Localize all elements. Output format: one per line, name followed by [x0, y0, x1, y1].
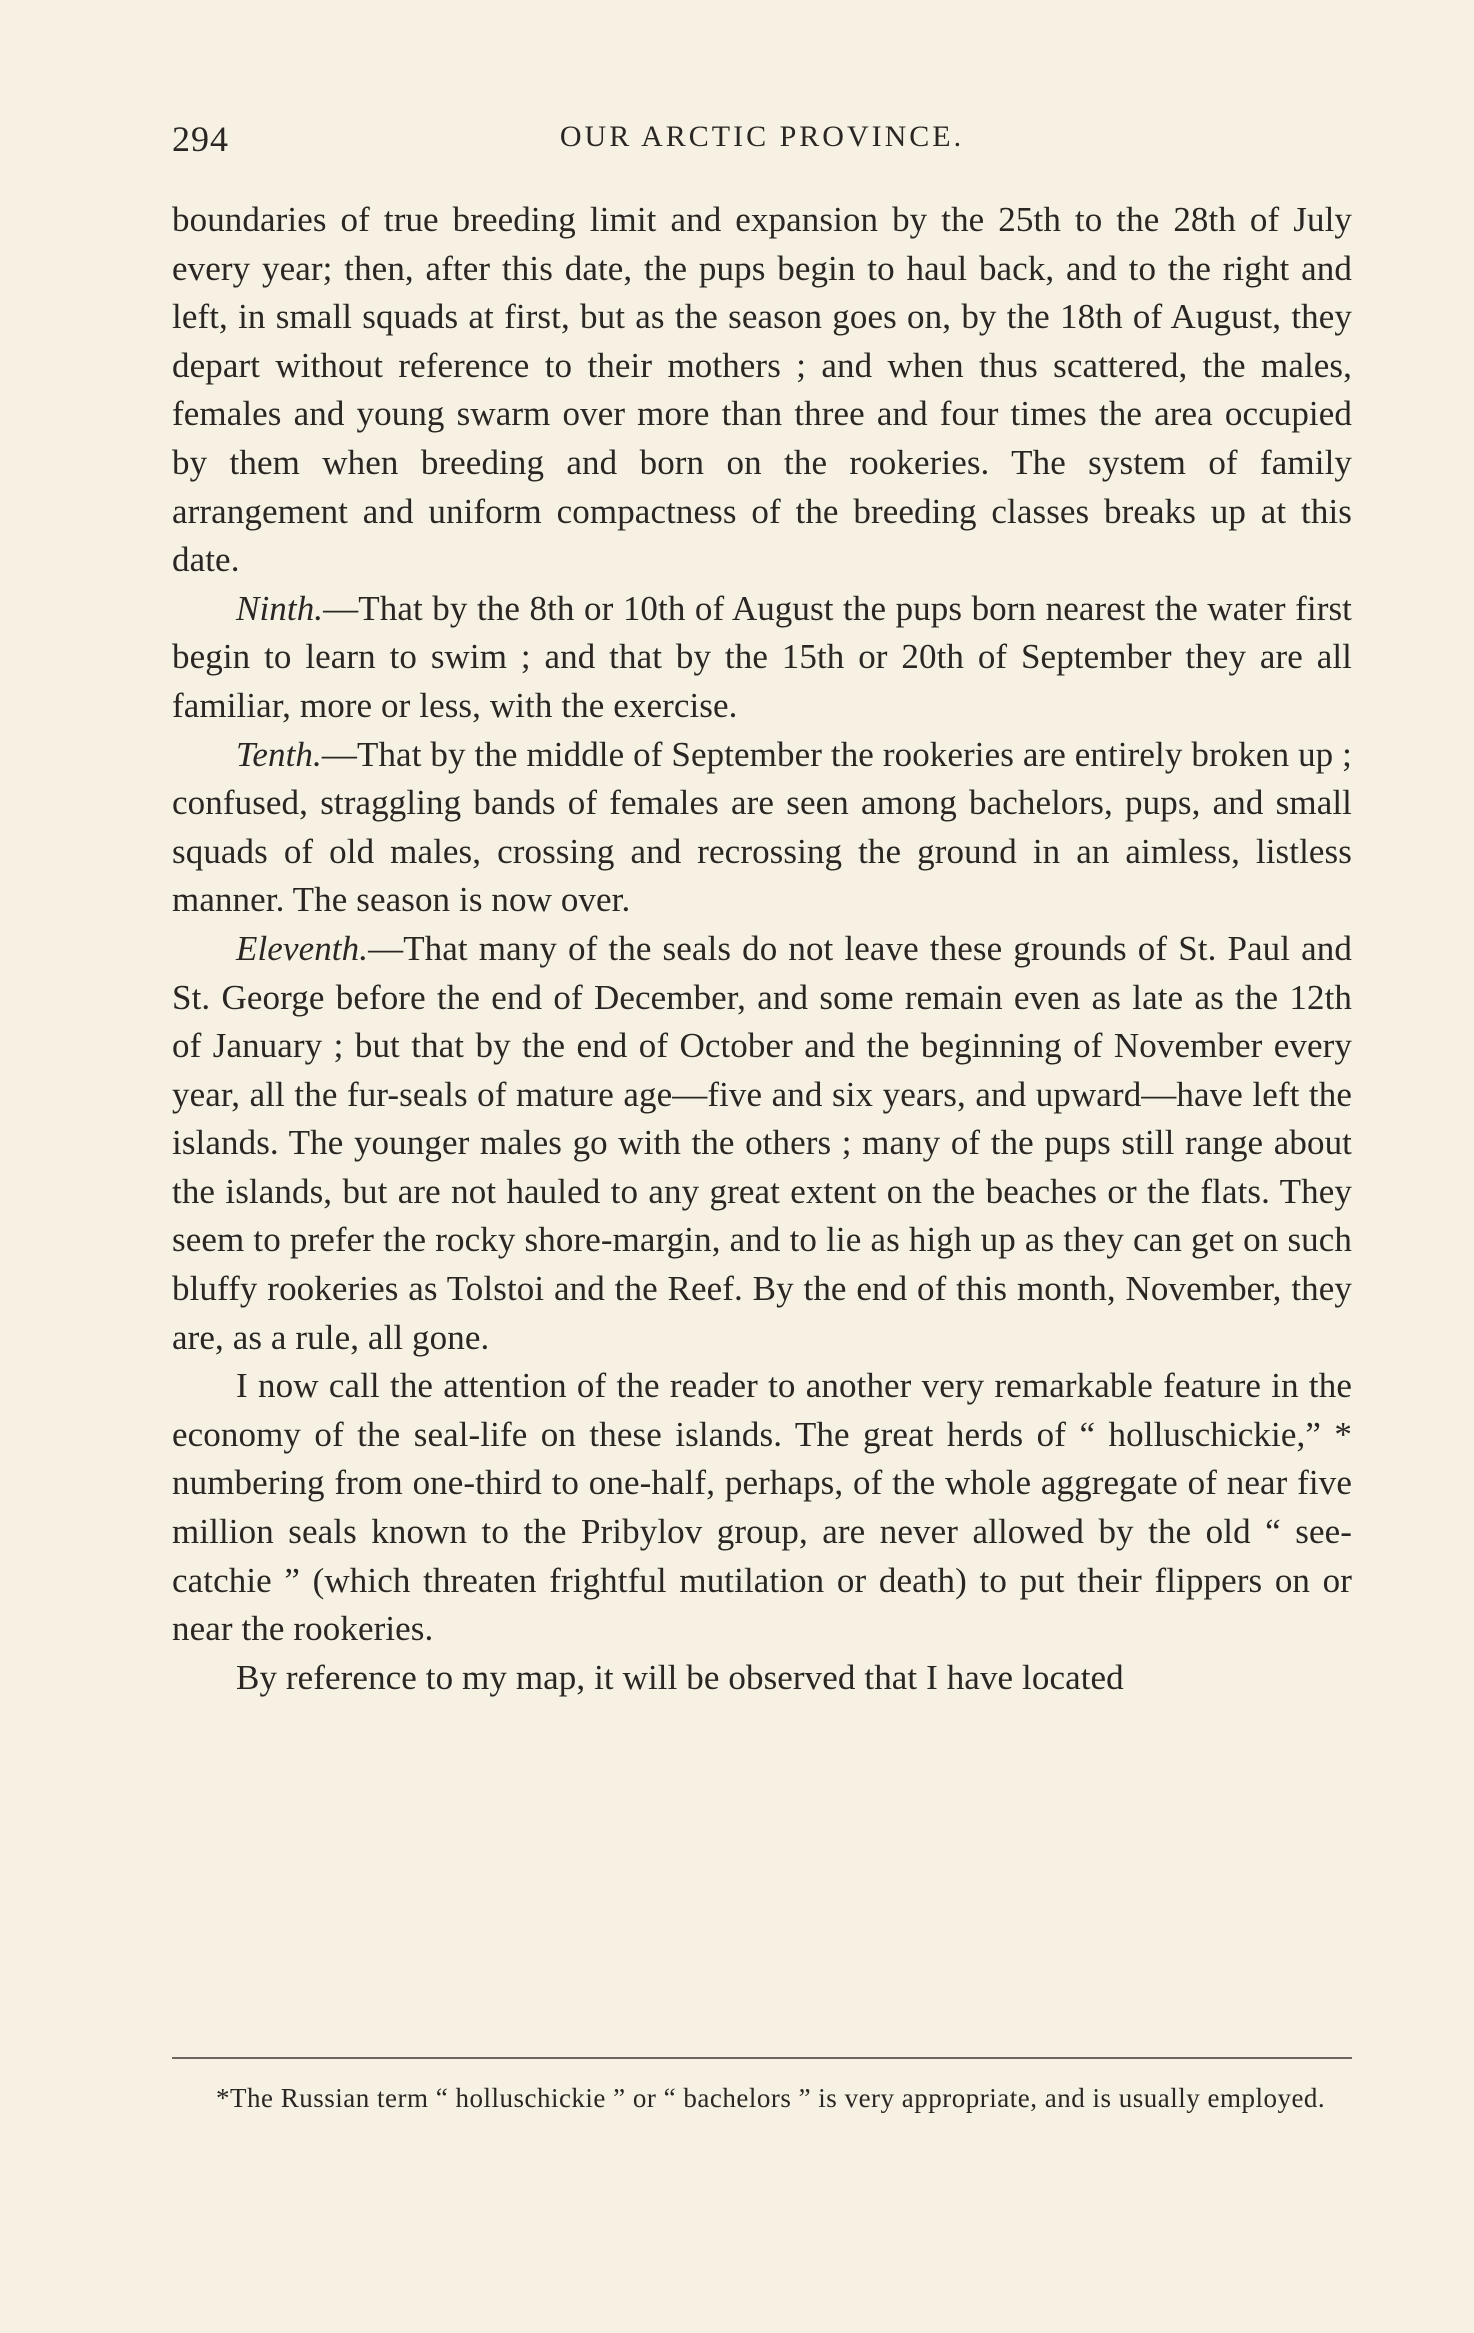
page-number: 294	[172, 119, 229, 159]
paragraph-text-ninth: —That by the 8th or 10th of August the pups born nearest the water first begin to learn to swim ; and that by the 15th or 20th of September they are all familiar, more or less, with the exercise.	[172, 588, 1352, 725]
running-head	[172, 118, 1352, 168]
footnote-divider	[172, 2057, 1352, 2059]
running-title: OUR ARCTIC PROVINCE.	[559, 120, 965, 153]
paragraph-lead-tenth: Tenth.	[236, 734, 322, 774]
paragraph-ninth	[172, 585, 1352, 731]
body-text	[172, 196, 1352, 1702]
paragraph-text-eleventh: —That many of the seals do not leave these grounds of St. Paul and St. George before the end of December, and some remain even as late as the 12th of January ; but that by the end of October and the beginning of November every year, all the fur-seals of mature age—five and six years, and upward—have left the islands. The younger males go with the others ; many of the pups still range about the islands, but are not hauled to any great extent on the beaches or the flats. They seem to prefer the rocky shore-margin, and to lie as high up as they can get on such bluffy rookeries as Tolstoi and the Reef. By the end of this month, November, they are, as a rule, all gone.	[172, 928, 1352, 1357]
paragraph-text-tenth: —That by the middle of September the rookeries are entirely broken up ; confused, straggling bands of females are seen among bachelors, pups, and small squads of old males, crossing and recrossing the ground in an aimless, listless manner. The season is now over.	[172, 734, 1352, 920]
paragraph-lead-eleventh: Eleventh.	[236, 928, 369, 968]
paragraph-continuation: boundaries of true breeding limit and expansion by the 25th to the 28th of July every year; then, after this date, the pups begin to haul back, and to the right and left, in small squads at first, but as the season goes on, by the 18th of August, they depart without reference to their mothers ; and when thus scattered, the males, females and young swarm over more than three and four times the area occupied by them when breeding and born on the rookeries. The system of family arrangement and uniform compactness of the breeding classes breaks up at this date.	[172, 200, 1352, 580]
paragraph-map-reference: By reference to my map, it will be observed that I have located	[236, 1657, 1124, 1697]
paragraph-lead-ninth: Ninth.	[236, 588, 324, 628]
paragraph-tenth	[172, 731, 1352, 925]
footnote	[172, 2080, 1352, 2116]
paragraph-eleventh	[172, 925, 1352, 1362]
paragraph-holluschickie: I now call the attention of the reader to another very remarkable feature in the economy of the seal-life on these islands. The great herds of “ holluschickie,” * numbering from one-third to one-half, perhaps, of the whole aggregate of near five million seals known to the Pribylov group, are never allowed by the old “ see-catchie ” (which threaten frightful mutilation or death) to put their flippers on or near the rookeries.	[172, 1366, 1352, 1649]
footnote-text: *The Russian term “ holluschickie ” or “ bachelors ” is very appropriate, and is usually employed.	[216, 2083, 1326, 2113]
